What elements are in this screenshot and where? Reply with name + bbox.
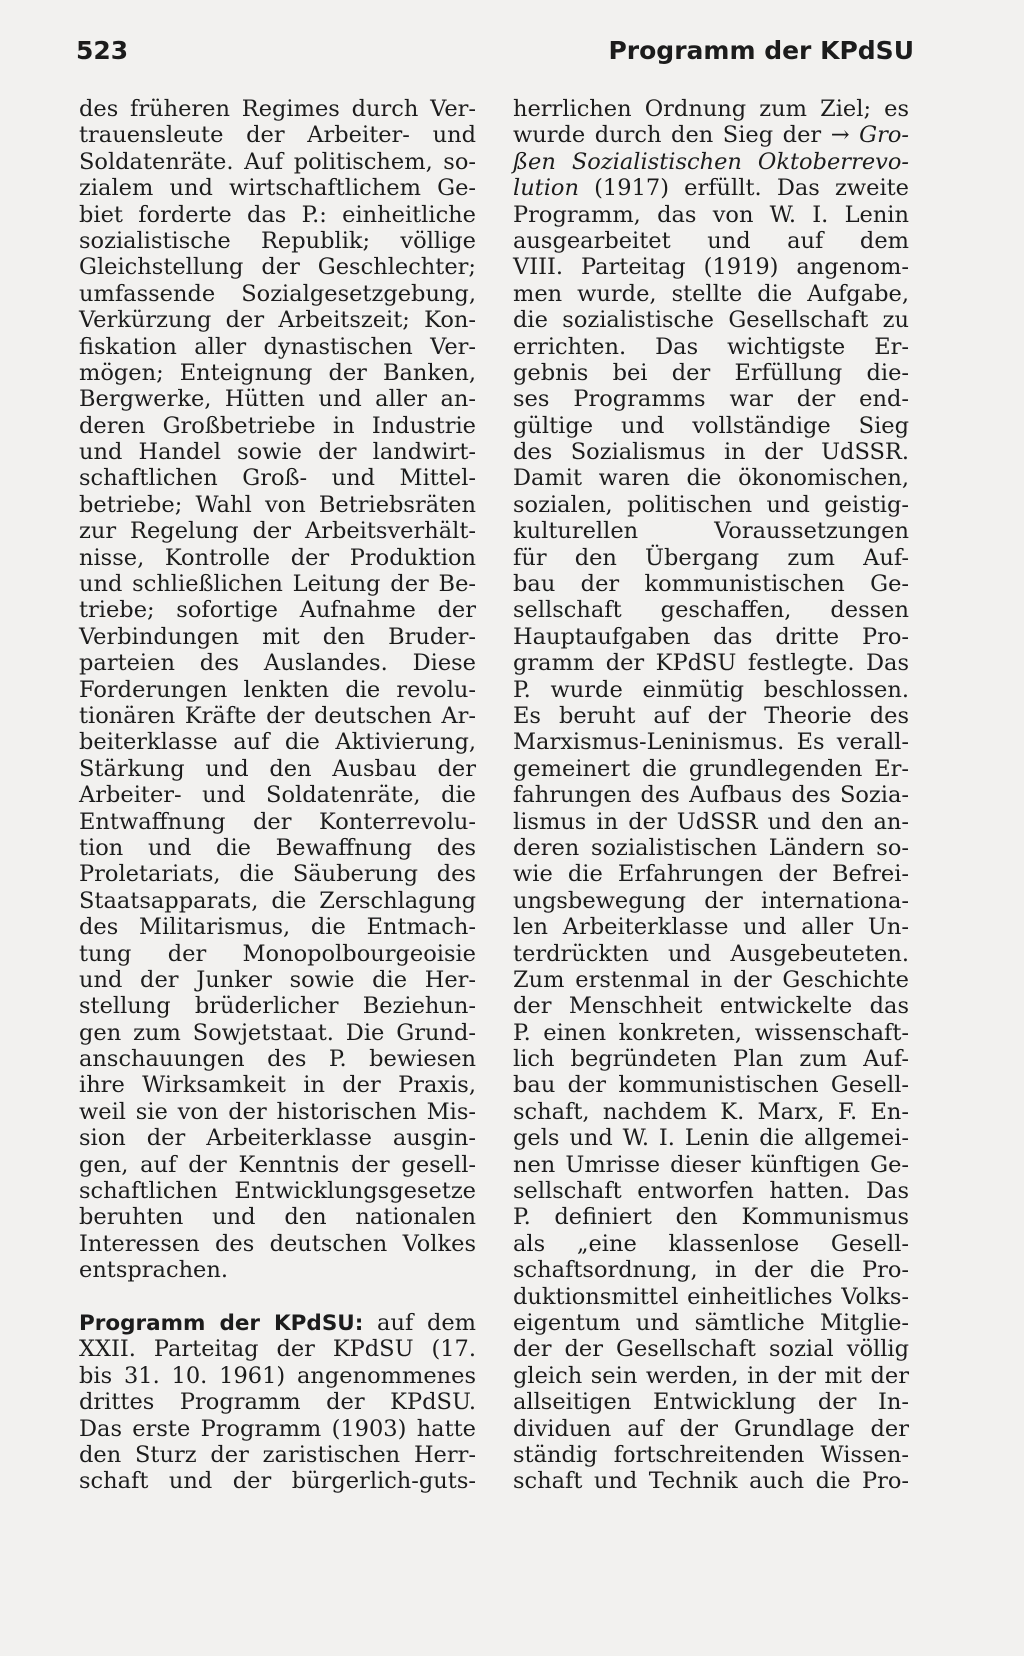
text-line: gen, auf der Kenntnis der gesell- xyxy=(79,1151,476,1178)
page-header xyxy=(76,36,914,76)
text-line: Bergwerke, Hütten und aller an- xyxy=(79,386,476,413)
text-line: fahrungen des Aufbaus des Sozia- xyxy=(513,782,909,809)
paragraph-body xyxy=(513,202,909,1495)
text-line: deren Großbetriebe in Industrie xyxy=(79,412,476,439)
text-line: ses Programms war der end- xyxy=(513,386,909,413)
text-line: der Menschheit entwickelte das xyxy=(513,993,909,1020)
text-line: den Sturz der zaristischen Herr- xyxy=(79,1441,476,1468)
text-line: mögen; Enteignung der Banken, xyxy=(79,359,476,386)
text-line: ausgearbeitet und auf dem xyxy=(513,227,909,254)
text-line: P. definiert den Kommunismus xyxy=(513,1204,909,1231)
text-line: drittes Programm der KPdSU. xyxy=(79,1389,476,1416)
text-line: wie die Erfahrungen der Befrei- xyxy=(513,861,909,888)
entry-first-line xyxy=(79,1310,476,1336)
text-line: sion der Arbeiterklasse ausgin- xyxy=(79,1125,476,1152)
text-line: P. wurde einmütig beschlossen. xyxy=(513,676,909,703)
text-line: parteien des Auslandes. Diese xyxy=(79,650,476,677)
cross-reference-text-line: ßen Sozialistischen Oktoberrevo- xyxy=(513,148,909,175)
text-line: dividuen auf der Grundlage der xyxy=(513,1415,909,1442)
text-line: Hauptaufgaben das dritte Pro- xyxy=(513,623,909,650)
text-line: gen zum Sowjetstaat. Die Grund- xyxy=(79,1019,476,1046)
text-line: ihre Wirksamkeit in der Praxis, xyxy=(79,1072,476,1099)
text-line: herrlichen Ordnung zum Ziel; es xyxy=(513,96,909,122)
text-line: Soldatenräte. Auf politischem, so- xyxy=(79,148,476,175)
text-line: der der Gesellschaft sozial völlig xyxy=(513,1336,909,1363)
right-column xyxy=(513,96,909,1495)
text-line: Es beruht auf der Theorie des xyxy=(513,702,909,729)
text-line: tung der Monopolbourgeoisie xyxy=(79,940,476,967)
text-line: schaft und Technik auch die Pro- xyxy=(513,1468,909,1495)
text-line: Interessen des deutschen Volkes xyxy=(79,1230,476,1257)
text-line: gebnis bei der Erfüllung die- xyxy=(513,359,909,386)
text-line: sozialistische Republik; völlige xyxy=(79,227,476,254)
text-line: eigentum und sämtliche Mitglie- xyxy=(513,1309,909,1336)
text-line: stellung brüderlicher Beziehun- xyxy=(79,993,476,1020)
text-line: tionären Kräfte der deutschen Ar- xyxy=(79,702,476,729)
text-line: Stärkung und den Ausbau der xyxy=(79,755,476,782)
text-line: deren sozialistischen Ländern so- xyxy=(513,834,909,861)
text-line: Damit waren die ökonomischen, xyxy=(513,465,909,492)
text-line: sozialen, politischen und geistig- xyxy=(513,491,909,518)
text-line: des Militarismus, die Entmach- xyxy=(79,914,476,941)
text-line: lich begründeten Plan zum Auf- xyxy=(513,1046,909,1073)
text-line: des früheren Regimes durch Ver- xyxy=(79,96,476,122)
text-line: gramm der KPdSU festlegte. Das xyxy=(513,650,909,677)
text-line: beruhten und den nationalen xyxy=(79,1204,476,1231)
text-line: bau der kommunistischen Gesell- xyxy=(513,1072,909,1099)
text-line: VIII. Parteitag (1919) angenom- xyxy=(513,254,909,281)
text-line: terdrückten und Ausgebeuteten. xyxy=(513,940,909,967)
text-line: trauensleute der Arbeiter- und xyxy=(79,122,476,149)
text-line: und schließlichen Leitung der Be- xyxy=(79,571,476,598)
text-line-with-reference xyxy=(513,175,909,201)
text-line: P. einen konkreten, wissenschaft- xyxy=(513,1019,909,1046)
text-line: Arbeiter- und Soldatenräte, die xyxy=(79,782,476,809)
text-line: zialem und wirtschaftlichem Ge- xyxy=(79,175,476,202)
text-line: entsprachen. xyxy=(79,1257,229,1284)
text-line: schaft und der bürgerlich-guts- xyxy=(79,1468,476,1495)
text-line: Verkürzung der Arbeitszeit; Kon- xyxy=(79,307,476,334)
text-line: Das erste Programm (1903) hatte xyxy=(79,1415,476,1442)
text-line: schaftsordnung, in der die Pro- xyxy=(513,1257,909,1284)
text-line: schaftlichen Entwicklungsgesetze xyxy=(79,1178,476,1205)
text-line: umfassende Sozialgesetzgebung, xyxy=(79,280,476,307)
text-line: gültige und vollständige Sieg xyxy=(513,412,909,439)
cross-reference-arrow-icon: → xyxy=(830,122,850,149)
text-line: Gleichstellung der Geschlechter; xyxy=(79,254,476,281)
text-line: gels und W. I. Lenin die allgemei- xyxy=(513,1125,909,1152)
text-line: weil sie von der historischen Mis- xyxy=(79,1098,476,1125)
text-line: schaft, nachdem K. Marx, F. En- xyxy=(513,1098,909,1125)
text-line: sellschaft entworfen hatten. Das xyxy=(513,1178,909,1205)
text-line: Verbindungen mit den Bruder- xyxy=(79,623,476,650)
text-line: Forderungen lenkten die revolu- xyxy=(79,676,476,703)
text-line: und Handel sowie der landwirt- xyxy=(79,439,476,466)
entry-title: Programm der KPdSU: xyxy=(79,1310,364,1336)
text-line: bau der kommunistischen Ge- xyxy=(513,571,909,598)
text-line: Entwaffnung der Konterrevolu- xyxy=(79,808,476,835)
cross-reference-text: lution xyxy=(513,175,579,202)
text-line: men wurde, stellte die Aufgabe, xyxy=(513,280,909,307)
text-line: Proletariats, die Säuberung des xyxy=(79,861,476,888)
entry-programm-der-kpdsu xyxy=(79,1310,476,1495)
text-line: errichten. Das wichtigste Er- xyxy=(513,333,909,360)
text-line: schaftlichen Groß- und Mittel- xyxy=(79,465,476,492)
entry-body xyxy=(79,1336,476,1494)
text-line: tion und die Bewaffnung des xyxy=(79,834,476,861)
page-number: 523 xyxy=(76,36,129,65)
text-line: gleich sein werden, in der mit der xyxy=(513,1362,909,1389)
text-line: Marxismus-Leninismus. Es verall- xyxy=(513,729,909,756)
text-line: kulturellen Voraussetzungen xyxy=(513,518,909,545)
text-line: fiskation aller dynastischen Ver- xyxy=(79,333,476,360)
left-column xyxy=(79,96,476,1495)
text-line: für den Übergang zum Auf- xyxy=(513,544,909,571)
text-line: allseitigen Entwicklung der In- xyxy=(513,1389,909,1416)
text-line-with-reference xyxy=(513,122,909,148)
text-line: betriebe; Wahl von Betriebsräten xyxy=(79,491,476,518)
text-line: gemeinert die grundlegenden Er- xyxy=(513,755,909,782)
text-line: ständig fortschreitenden Wissen- xyxy=(513,1441,909,1468)
entry-first-line-text: auf dem xyxy=(363,1309,476,1336)
text-line: Staatsapparats, die Zerschlagung xyxy=(79,887,476,914)
text-segment: wurde durch den Sieg der xyxy=(513,122,831,149)
text-line: zur Regelung der Arbeitsverhält- xyxy=(79,518,476,545)
text-line: als „eine klassenlose Gesell- xyxy=(513,1230,909,1257)
paragraph-gap xyxy=(79,1284,476,1310)
paragraph-continuation xyxy=(79,96,476,1284)
text-line: lismus in der UdSSR und den an- xyxy=(513,808,909,835)
text-line: und der Junker sowie die Her- xyxy=(79,966,476,993)
text-line: nisse, Kontrolle der Produktion xyxy=(79,544,476,571)
text-line: triebe; sofortige Aufnahme der xyxy=(79,597,476,624)
text-line: duktionsmittel einheitliches Volks- xyxy=(513,1283,909,1310)
cross-reference-text: Gro- xyxy=(849,122,910,149)
text-line: ungsbewegung der internationa- xyxy=(513,887,909,914)
text-line: nen Umrisse dieser künftigen Ge- xyxy=(513,1151,909,1178)
text-line: Programm, das von W. I. Lenin xyxy=(513,201,909,228)
text-line: XXII. Parteitag der KPdSU (17. xyxy=(79,1336,476,1363)
text-segment: (1917) erfüllt. Das zweite xyxy=(578,175,909,202)
text-line: des Sozialismus in der UdSSR. xyxy=(513,439,909,466)
text-line: biet forderte das P.: einheitliche xyxy=(79,201,476,228)
text-line: die sozialistische Gesellschaft zu xyxy=(513,307,909,334)
text-line: sellschaft geschaffen, dessen xyxy=(513,597,909,624)
text-line: len Arbeiterklasse und aller Un- xyxy=(513,914,909,941)
text-line: beiterklasse auf die Aktivierung, xyxy=(79,729,476,756)
text-line: anschauungen des P. bewiesen xyxy=(79,1046,476,1073)
running-head: Programm der KPdSU xyxy=(608,36,914,65)
text-line: bis 31. 10. 1961) angenommenes xyxy=(79,1362,476,1389)
text-line: Zum erstenmal in der Geschichte xyxy=(513,966,909,993)
